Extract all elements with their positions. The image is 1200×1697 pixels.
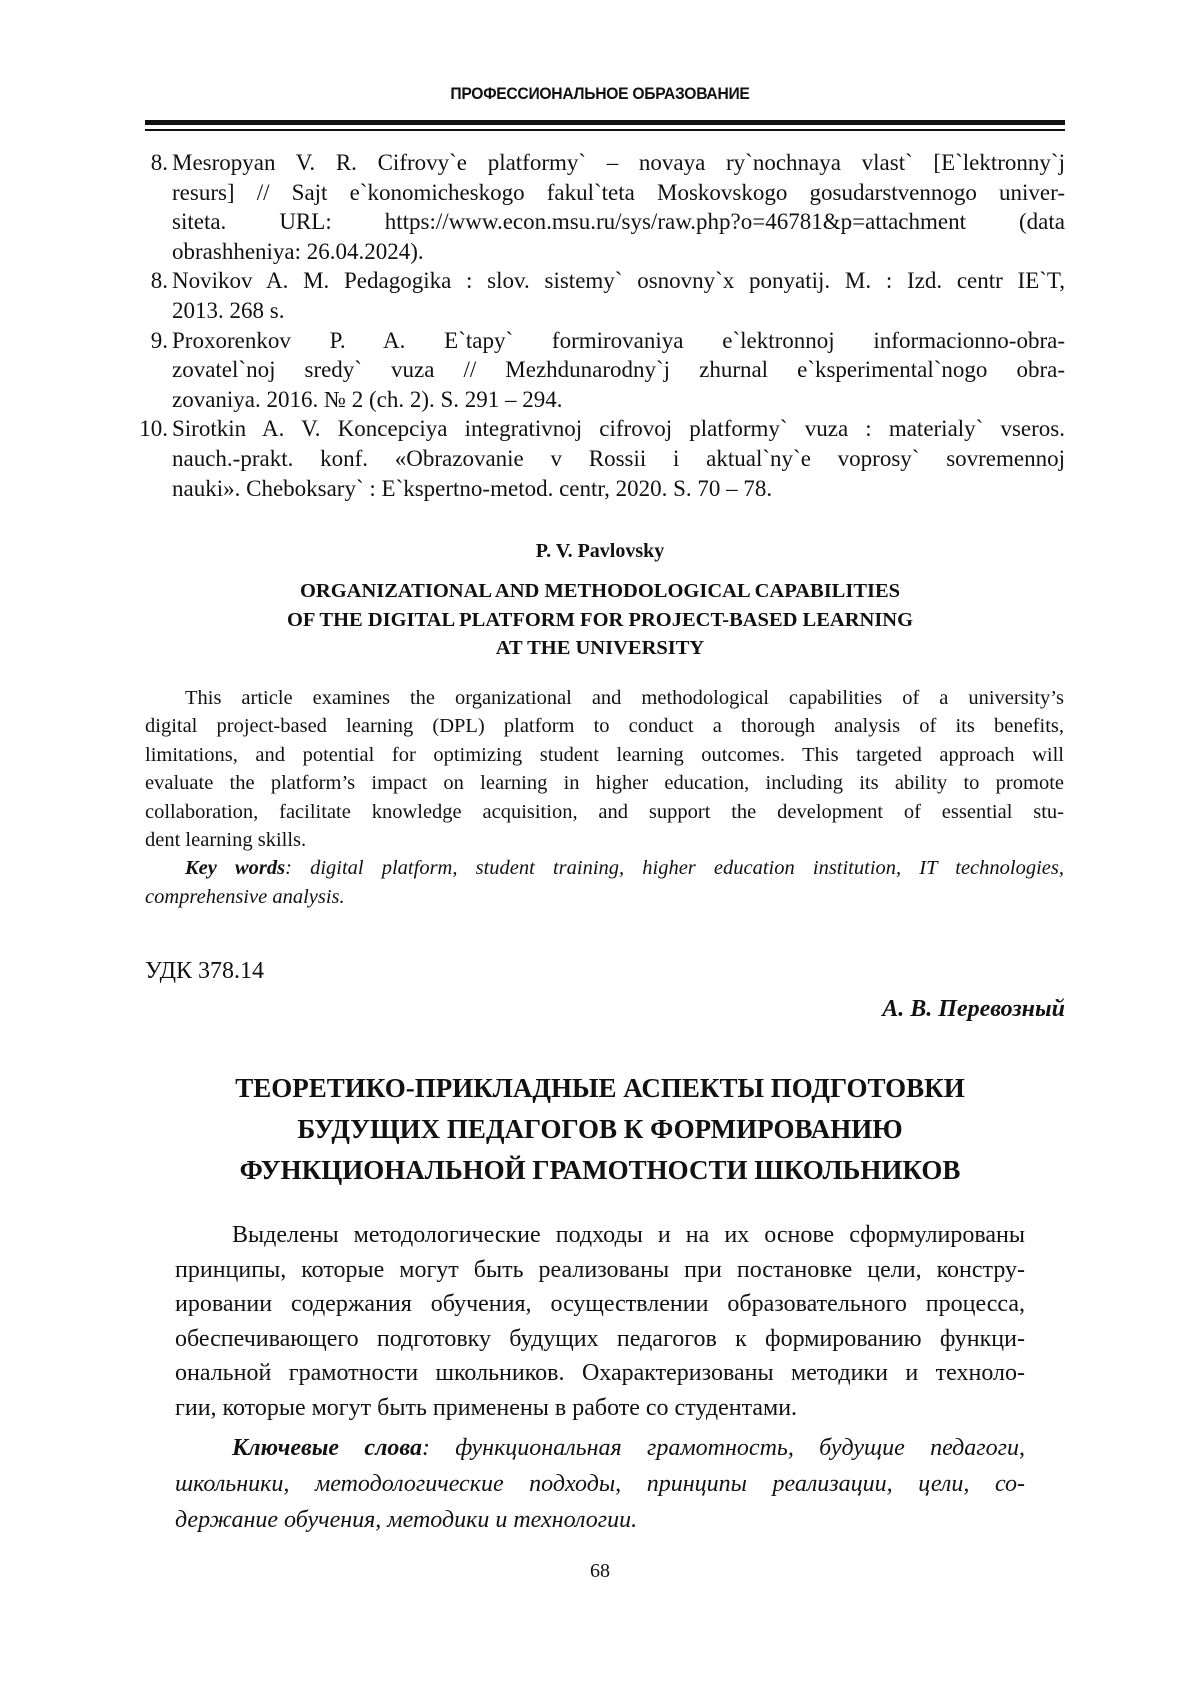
reference-number: 9. (130, 326, 168, 356)
page-number: 68 (0, 1560, 1200, 1583)
reference-line: zovaniya. 2016. № 2 (ch. 2). S. 291 – 294. (172, 385, 1065, 415)
keywords-label: Ключевые слова (232, 1435, 422, 1461)
reference-item (130, 266, 1065, 325)
keywords-text: : функциональная грамотность, будущие педагоги, (422, 1435, 1025, 1461)
abstract-line: collaboration, facilitate knowledge acquisition, and support the development of essential stu- (145, 798, 1064, 826)
reference-number: 8. (130, 266, 168, 296)
reference-number: 8. (130, 148, 168, 178)
keywords-label: Key words (185, 857, 285, 879)
abstract-line: обеспечивающего подготовку будущих педагогов к формированию функци- (175, 1322, 1025, 1357)
abstract-line: evaluate the platform’s impact on learning in higher education, including its ability to promote (145, 769, 1064, 797)
header-rule-thin (145, 129, 1065, 131)
title-line: ФУНКЦИОНАЛЬНОЙ ГРАМОТНОСТИ ШКОЛЬНИКОВ (0, 1150, 1200, 1191)
abstract-line: принципы, которые могут быть реализованы при постановке цели, констру- (175, 1253, 1025, 1288)
english-title (0, 577, 1200, 663)
keywords-line (175, 1430, 1025, 1466)
reference-line: zovatel`noj sredy` vuza // Mezhdunarodny`j zhurnal e`ksperimental`nogo obra- (172, 355, 1065, 385)
reference-number: 10. (130, 414, 168, 444)
reference-line: 2013. 268 s. (172, 296, 1065, 326)
keywords-text: : digital platform, student training, higher education institution, IT technologies, (285, 857, 1064, 879)
russian-author: А. В. Перевозный (882, 996, 1065, 1023)
keywords-line (145, 854, 1064, 882)
title-line: AT THE UNIVERSITY (0, 634, 1200, 663)
reference-line: siteta. URL: https://www.econ.msu.ru/sys/raw.php?o=46781&p=attachment (data (172, 207, 1065, 237)
title-line: ORGANIZATIONAL AND METHODOLOGICAL CAPABILITIES (0, 577, 1200, 606)
reference-item (130, 326, 1065, 415)
abstract-line: Выделены методологические подходы и на их основе сформулированы (175, 1218, 1025, 1253)
english-author: P. V. Pavlovsky (0, 540, 1200, 563)
reference-item (130, 148, 1065, 266)
reference-line: Proxorenkov P. A. E`tapy` formirovaniya e`lektronnoj informacionno-obra- (172, 326, 1065, 356)
title-line: OF THE DIGITAL PLATFORM FOR PROJECT-BASED LEARNING (0, 606, 1200, 635)
abstract-line: ональной грамотности школьников. Охарактеризованы методики и техноло- (175, 1356, 1025, 1391)
header-rule-thick (145, 120, 1065, 125)
russian-abstract (175, 1218, 1025, 1425)
reference-item (130, 414, 1065, 503)
russian-title (0, 1068, 1200, 1191)
udk-code: УДК 378.14 (145, 958, 264, 985)
reference-line: Mesropyan V. R. Cifrovy`e platformy` – novaya ry`nochnaya vlast` [E`lektronny`j (172, 148, 1065, 178)
abstract-line: dent learning skills. (145, 826, 1064, 854)
reference-line: obrashheniya: 26.04.2024). (172, 237, 1065, 267)
reference-line: Novikov A. M. Pedagogika : slov. sistemy` osnovny`x ponyatij. M. : Izd. centr IE`T, (172, 266, 1065, 296)
russian-keywords (175, 1430, 1025, 1538)
abstract-line: limitations, and potential for optimizing student learning outcomes. This targeted approach will (145, 741, 1064, 769)
reference-line: nauch.-prakt. konf. «Obrazovanie v Rossii i aktual`ny`e voprosy` sovremennoj (172, 444, 1065, 474)
reference-line: resurs] // Sajt e`konomicheskogo fakul`teta Moskovskogo gosudarstvennogo univer- (172, 178, 1065, 208)
running-header: ПРОФЕССИОНАЛЬНОЕ ОБРАЗОВАНИЕ (48, 84, 1152, 104)
reference-line: nauki». Cheboksary` : E`kspertno-metod. centr, 2020. S. 70 – 78. (172, 474, 1065, 504)
abstract-line: digital project-based learning (DPL) platform to conduct a thorough analysis of its benefits, (145, 712, 1064, 740)
reference-line: Sirotkin A. V. Koncepciya integrativnoj cifrovoj platformy` vuza : materialy` vseros. (172, 414, 1065, 444)
abstract-line: This article examines the organizational and methodological capabilities of a university’s (145, 684, 1064, 712)
keywords-line: держание обучения, методики и технологии. (175, 1502, 1025, 1538)
abstract-line: ировании содержания обучения, осуществлении образовательного процесса, (175, 1287, 1025, 1322)
abstract-line: гии, которые могут быть применены в работе со студентами. (175, 1391, 1025, 1426)
title-line: БУДУЩИХ ПЕДАГОГОВ К ФОРМИРОВАНИЮ (0, 1109, 1200, 1150)
keywords-line: школьники, методологические подходы, принципы реализации, цели, со- (175, 1466, 1025, 1502)
reference-list (130, 148, 1065, 503)
english-abstract (145, 684, 1064, 911)
title-line: ТЕОРЕТИКО-ПРИКЛАДНЫЕ АСПЕКТЫ ПОДГОТОВКИ (0, 1068, 1200, 1109)
keywords-line: comprehensive analysis. (145, 883, 1064, 911)
